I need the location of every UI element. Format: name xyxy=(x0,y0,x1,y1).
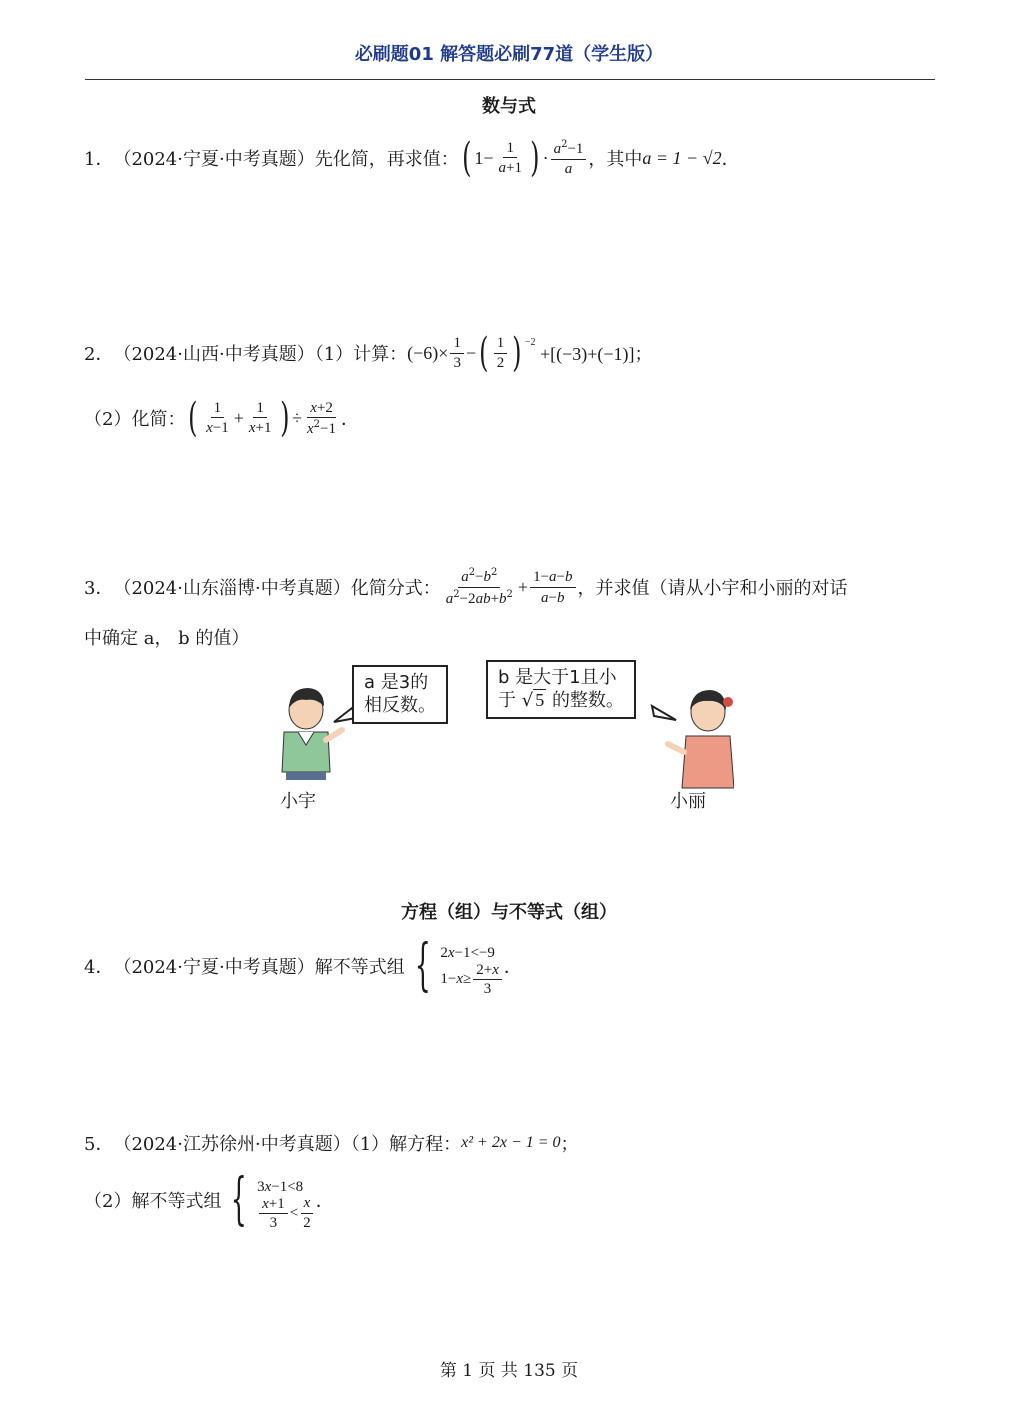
equation: x² + 2x − 1 = 0 xyxy=(461,1134,561,1151)
fraction: $\frac{1}{3}$ xyxy=(450,335,464,371)
question-source: （2024·宁夏·中考真题）先化简，再求值： xyxy=(113,149,459,170)
question-1: 1． （2024·宁夏·中考真题）先化简，再求值： ( 1− $\frac{1}{a+1}$ ) · $\frac{a^2-1}{a}$ ，其中 a = 1 − √2 ． xyxy=(84,135,740,181)
girl-figure xyxy=(668,690,734,788)
fraction: $\frac{a^2-b^2}{a^2-2ab+b^2}$ xyxy=(445,567,513,607)
fraction: $\frac{x+2}{x^2-1}$ xyxy=(307,399,337,437)
question-part-label: （2）解不等式组 xyxy=(84,1191,222,1212)
question-number: 3． xyxy=(84,578,114,599)
question-4: 4． （2024·宁夏·中考真题）解不等式组 { 2 x −1<−9 1− x ≥ $\frac{2+x}{3}$ ． xyxy=(84,933,522,998)
fraction: $\frac{1-a-b}{a-b}$ xyxy=(530,568,575,606)
inequality-system: 3 x −1<8 $\frac{x+1}{3}$ < $\frac{x}{2}$ xyxy=(257,1174,316,1226)
question-number: 4． xyxy=(84,957,114,978)
fraction: $\frac{1}{2}$ xyxy=(494,335,508,371)
fraction: $\frac{1}{a+1}$ xyxy=(498,139,522,176)
section-title-equations: 方程（组）与不等式（组） xyxy=(401,902,617,923)
question-3: 3． （2024·山东淄博·中考真题）化简分式： $\frac{a^2-b^2}{a^2-2ab+b^2}$ + $\frac{1-a-b}{a-b}$ ，并求值（请从小宇和小丽的对话 xyxy=(84,567,848,607)
question-number: 2． xyxy=(84,344,114,365)
question-part-label: （2）化简： xyxy=(84,409,186,430)
speech-bubble-left: a 是3的 相反数。 xyxy=(352,665,448,724)
question-source: （2024·山东淄博·中考真题）化简分式： xyxy=(113,578,441,599)
question-2: 2． （2024·山西·中考真题）（1）计算： (−6)× $\frac{1}{3}$ − ( $\frac{1}{2}$ ) $^{-2}$ +[(−3)+(−1)]； xyxy=(84,330,653,376)
page-header-title: 必刷题01 解答题必刷77道（学生版） xyxy=(354,44,664,65)
question-source: （2024·山西·中考真题）（1）计算： xyxy=(113,344,408,365)
given-value: a = 1 − √2 xyxy=(642,147,722,168)
name-xiaoyu: 小宇 xyxy=(280,791,316,812)
question-source: （2024·江苏徐州·中考真题）（1）解方程： xyxy=(113,1134,462,1155)
fraction: $\frac{1}{x+1}$ xyxy=(248,399,272,436)
question-2-part-2: （2）化简： ( $\frac{1}{x-1}$ + $\frac{1}{x+1}$ ) ÷ $\frac{x+2}{x^2-1}$ ． xyxy=(84,395,360,441)
question-5-part-2: （2）解不等式组 { 3 x −1<8 $\frac{x+1}{3}$ < $\frac{x}{2}$ ． xyxy=(84,1167,334,1232)
speech-bubble-right: b 是大于1且小 于 √ 5 的整数。 xyxy=(486,660,636,719)
question-3-line-2: 中确定 a， b 的值） xyxy=(84,628,250,649)
fraction: $\frac{1}{x-1}$ xyxy=(206,399,229,436)
page-footer: 第 1 页 共 135 页 xyxy=(439,1361,579,1381)
inequality-system: 2 x −1<−9 1− x ≥ $\frac{2+x}{3}$ xyxy=(440,940,504,992)
name-xiaoli: 小丽 xyxy=(670,791,706,812)
fraction: $\frac{a^2-1}{a}$ xyxy=(551,139,587,177)
question-source: （2024·宁夏·中考真题）解不等式组 xyxy=(113,957,405,978)
question-5: 5． （2024·江苏徐州·中考真题）（1）解方程： x² + 2x − 1 = 0 ； xyxy=(84,1130,579,1156)
question-number: 1． xyxy=(84,149,114,170)
boy-figure xyxy=(282,688,342,780)
section-title-numbers: 数与式 xyxy=(482,96,536,117)
header-divider xyxy=(85,79,935,80)
dialogue-illustration xyxy=(264,660,734,810)
question-number: 5． xyxy=(84,1134,114,1155)
